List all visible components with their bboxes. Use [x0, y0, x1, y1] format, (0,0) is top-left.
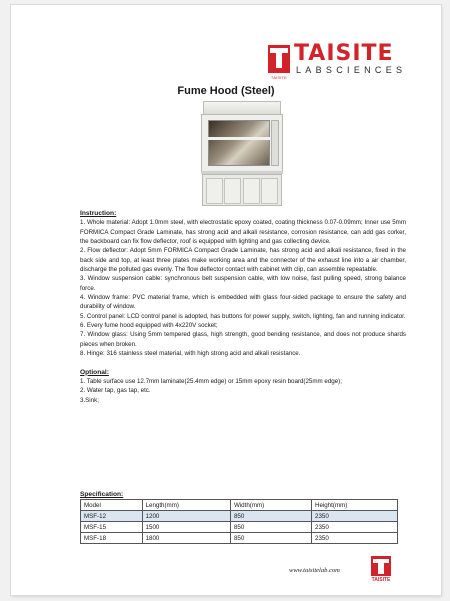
table-cell: 1800 — [142, 533, 230, 544]
table-cell: 1200 — [142, 511, 230, 522]
footer-logo-t-icon — [371, 556, 391, 576]
logo-mark-caption: TAISITE — [270, 75, 288, 80]
optional-heading: Optional: — [80, 368, 109, 376]
table-cell: MSF-18 — [81, 533, 143, 544]
table-cell: 1500 — [142, 522, 230, 533]
instruction-item: 5. Control panel: LCD control panel is adopted, has buttons for power supply, switch, lighting, fan and running indicator. — [80, 312, 406, 320]
instruction-item: 6. Every fume hood equipped with 4x220V socket; — [80, 322, 218, 330]
instruction-item: 8. Hinge: 316 stainless steel material, with high strong acid and alkali resistance. — [80, 350, 301, 358]
logo-tagline: LABSCIENCES — [296, 65, 407, 75]
specification-heading: Specification: — [80, 491, 124, 498]
table-cell: 850 — [230, 511, 311, 522]
table-cell: 2350 — [312, 511, 398, 522]
optional-item: 3.Sink; — [80, 396, 99, 404]
logo-t-icon — [268, 45, 290, 80]
footer-logo-label: TAISITE — [371, 577, 391, 583]
website-link[interactable]: www.taisitelab.com — [289, 567, 340, 574]
instruction-item: 7. Window glass: Using 5mm tempered glass, high strength, good bending resistance, and does not produce shards pieces when broken. — [80, 331, 406, 348]
column-header: Width(mm) — [230, 500, 311, 511]
instruction-item: 2. Flow deflector: Adopt 5mm FORMICA Compact Grade Laminate, has strong acid and alkali resistance, fixed in the back side and top, at least three plates make working area and the connecter of the exhaust line into a air chamber, discharge the polluted gas evenly. The flow deflector contact with cabinet with clip, can assemble repeatable. — [80, 247, 406, 274]
column-header: Height(mm) — [312, 500, 398, 511]
specification-table — [80, 499, 398, 544]
instruction-section — [80, 209, 406, 405]
optional-item: 2. Water tap, gas tap, etc. — [80, 387, 151, 395]
fume-hood-image — [201, 101, 283, 208]
instruction-item: 1. Whole material: Adopt 1.0mm steel, with electrostatic epoxy coated, coating thickness 0.07-0.09mm; Inner use 5mm FORMICA Compact Grade Laminate, has strong acid and alkali resistance, corrosion resistance, can add gas corker, the backboard can fix flow deflector, roof is equipped with lighting and gas collecting device. — [80, 219, 406, 246]
column-header: Model — [81, 500, 143, 511]
instruction-item: 3. Window suspension cable: synchronous belt suspension cable, with low noise, fast pulling speed, strong balance force. — [80, 275, 406, 292]
table-row — [81, 533, 398, 544]
table-cell: 2350 — [312, 533, 398, 544]
table-row — [81, 522, 398, 533]
table-header-row — [81, 500, 398, 511]
logo-name: TAISITE — [294, 41, 394, 66]
document-page — [11, 5, 441, 595]
table-cell: MSF-12 — [81, 511, 143, 522]
optional-item: 1. Table surface use 12.7mm laminate(25.4mm edge) or 15mm epoxy resin board(25mm edge); — [80, 377, 342, 385]
table-row — [81, 511, 398, 522]
brand-logo — [268, 41, 423, 80]
table-cell: MSF-15 — [81, 522, 143, 533]
column-header: Length(mm) — [142, 500, 230, 511]
table-cell: 850 — [230, 522, 311, 533]
table-cell: 2350 — [312, 522, 398, 533]
instruction-item: 4. Window frame: PVC material frame, which is embedded with glass four-sided package to ensure the safety and durability of window. — [80, 294, 406, 311]
table-cell: 850 — [230, 533, 311, 544]
page-title: Fume Hood (Steel) — [177, 85, 275, 97]
footer-logo — [368, 556, 394, 584]
instruction-heading: Instruction: — [80, 210, 117, 217]
